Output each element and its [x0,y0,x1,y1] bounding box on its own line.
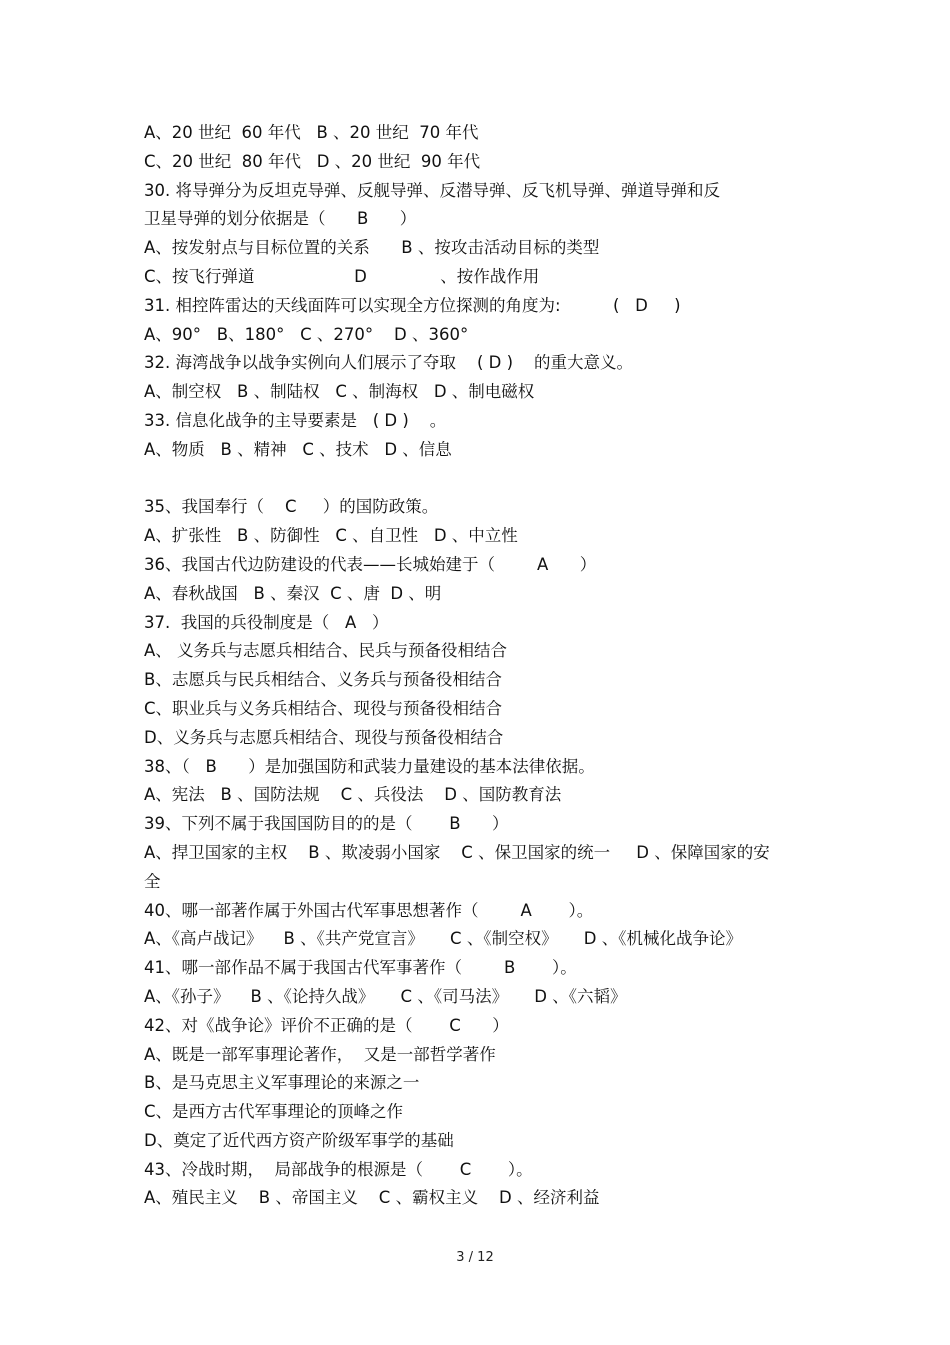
text-line: 卫星导弹的划分依据是（ B ） [144,209,417,229]
text-line: D、义务兵与志愿兵相结合、现役与预备役相结合 [144,727,504,747]
text-line: A、既是一部军事理论著作， 又是一部哲学著作 [144,1044,496,1064]
text-line: 31. 相控阵雷达的天线面阵可以实现全方位探测的角度为: ( D ) [144,295,681,315]
page-number: 3 / 12 [456,1250,494,1265]
text-line: 39、下列不属于我国国防目的的是（ B ） [144,814,509,834]
text-line: A、物质 B 、精神 C 、技术 D 、信息 [144,439,452,459]
text-line: B、志愿兵与民兵相结合、义务兵与预备役相结合 [144,670,502,690]
text-line: A、殖民主义 B 、帝国主义 C 、霸权主义 D 、经济利益 [144,1188,600,1208]
text-line: A、20 世纪 60 年代 B 、20 世纪 70 年代 [144,123,479,142]
text-line: 30. 将导弹分为反坦克导弹、反舰导弹、反潜导弹、反飞机导弹、弹道导弹和反 [144,180,720,200]
text-line: A、《孙子》 B 、《论持久战》 C 、《司马法》 D 、《六韬》 [144,986,627,1006]
text-line: 32. 海湾战争以战争实例向人们展示了夺取 ( D ) 的重大意义。 [144,353,634,373]
text-line: A、宪法 B 、国防法规 C 、兵役法 D 、国防教育法 [144,785,562,805]
text-line: D、奠定了近代西方资产阶级军事学的基础 [144,1130,454,1150]
text-line: C、职业兵与义务兵相结合、现役与预备役相结合 [144,698,503,718]
text-line: A、按发射点与目标位置的关系 B 、按攻击活动目标的类型 [144,238,600,258]
text-line: C、按飞行弹道 D 、按作战作用 [144,266,540,286]
text-line: 38、（ B ）是加强国防和武装力量建设的基本法律依据。 [144,756,595,776]
text-line: A、 义务兵与志愿兵相结合、民兵与预备役相结合 [144,641,508,661]
text-line: A、制空权 B 、制陆权 C 、制海权 D 、制电磁权 [144,382,535,402]
text-line [144,465,834,494]
text-line: A、《高卢战记》 B 、《共产党宣言》 C 、《制空权》 D 、《机械化战争论》 [144,929,742,949]
text-line: 36、我国古代边防建设的代表——长城始建于（ A ） [144,554,597,574]
text-line: C、是西方古代军事理论的顶峰之作 [144,1102,404,1122]
text-line: B、是马克思主义军事理论的来源之一 [144,1073,420,1093]
text-line: A、春秋战国 B 、秦汉 C 、唐 D 、明 [144,583,442,603]
text-line: 42、对《战争论》评价不正确的是（ C ） [144,1015,509,1035]
text-line: 37. 我国的兵役制度是（ A ） [144,612,389,632]
text-line: 全 [144,871,161,891]
text-line: 41、哪一部作品不属于我国古代军事著作（ B ）。 [144,958,577,978]
question-list [144,119,834,1213]
text-line: A、扩张性 B 、防御性 C 、自卫性 D 、中立性 [144,526,518,546]
text-line: A、捍卫国家的主权 B 、欺凌弱小国家 C 、保卫国家的统一 D 、保障国家的安 [144,842,770,862]
text-line: 35、我国奉行（ C ）的国防政策。 [144,497,439,517]
text-line: 40、哪一部著作属于外国古代军事思想著作（ A ）。 [144,900,594,920]
text-line: 43、冷战时期， 局部战争的根源是（ C ）。 [144,1159,533,1179]
text-line: C、20 世纪 80 年代 D 、20 世纪 90 年代 [144,151,481,171]
text-line: A、90° B、180° C 、270° D 、360° [144,324,469,344]
text-line: 33. 信息化战争的主导要素是 ( D ) 。 [144,410,447,430]
